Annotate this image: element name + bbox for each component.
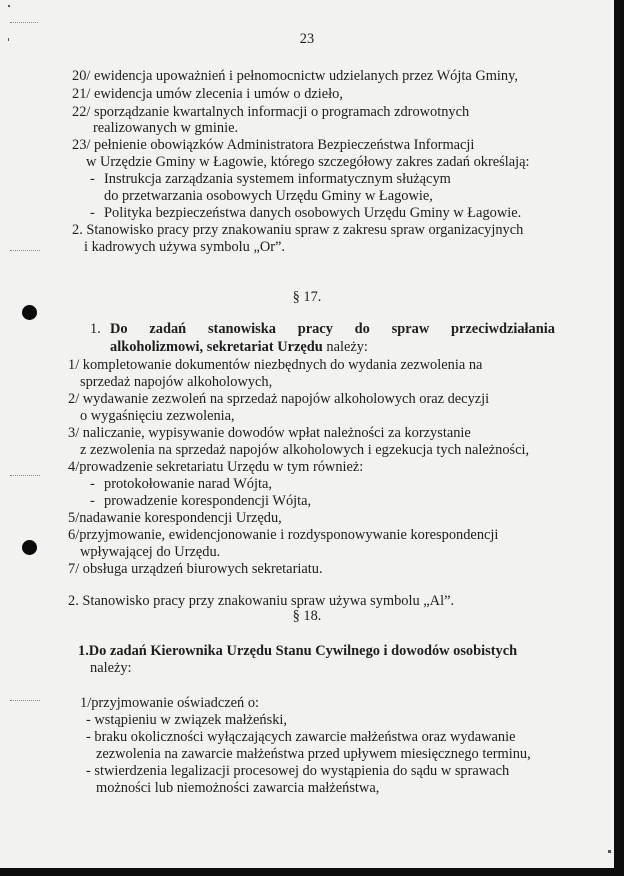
list-item: 22/ sporządzanie kwartalnych informacji o programach zdrowotnych — [72, 104, 470, 120]
sub-item-dash: - — [90, 171, 95, 187]
sub-item: - wstąpieniu w związek małżeński, — [86, 712, 287, 728]
section-heading-18: § 18. — [292, 608, 322, 624]
list-item: 23/ pełnienie obowiązków Administratora Bezpieczeństwa Informacji — [72, 137, 475, 153]
list-item: 20/ ewidencja upoważnień i pełnomocnictw udzielanych przez Wójta Gminy, — [72, 68, 518, 84]
list-item: 2/ wydawanie zezwoleń na sprzedaż napojów alkoholowych oraz decyzji — [68, 391, 490, 407]
list-item-cont: realizowanych w gminie. — [93, 120, 239, 136]
list-item: 6/przyjmowanie, ewidencjonowanie i rozdysponowywanie korespondencji — [68, 527, 499, 543]
margin-dots — [10, 475, 40, 477]
punch-hole-icon — [22, 540, 37, 555]
scan-speck — [8, 5, 10, 7]
point-2: 2. Stanowisko pracy przy znakowaniu spraw używa symbolu „Al”. — [68, 593, 455, 609]
page-number: 23 — [299, 31, 315, 47]
sub-item-cont: do przetwarzania osobowych Urzędu Gminy w Łagowie, — [104, 188, 433, 204]
list-item: 7/ obsługa urządzeń biurowych sekretariatu. — [68, 561, 323, 577]
margin-dots — [10, 22, 38, 24]
list-item: 5/nadawanie korespondencji Urzędu, — [68, 510, 282, 526]
sub-item-dash: - — [90, 476, 95, 492]
margin-dots — [10, 250, 40, 252]
scan-speck — [608, 850, 611, 853]
sub-item: Instrukcja zarządzania systemem informatycznym służącym — [104, 171, 451, 187]
point-2: 2. Stanowisko pracy przy znakowaniu spraw z zakresu spraw organizacyjnych — [72, 222, 524, 238]
list-item: 3/ naliczanie, wypisywanie dowodów wpłat należności za korzystanie — [68, 425, 471, 441]
point-1-heading: 1.Do zadań Kierownika Urzędu Stanu Cywilnego i dowodów osobistych — [78, 643, 518, 659]
list-item: 1/ kompletowanie dokumentów niezbędnych do wydania zezwolenia na — [68, 357, 483, 373]
sub-item: protokołowanie narad Wójta, — [104, 476, 272, 492]
list-item: 4/prowadzenie sekretariatu Urzędu w tym również: — [68, 459, 364, 475]
sub-item-dash: - — [90, 493, 95, 509]
sub-item-dash: - — [90, 205, 95, 221]
list-item: 1/przyjmowanie oświadczeń o: — [80, 695, 260, 711]
list-item: 21/ ewidencja umów zlecenia i umów o dzieło, — [72, 86, 343, 102]
point-2-cont: i kadrowych używa symbolu „Or”. — [84, 239, 286, 255]
point-1-heading: Do zadań stanowiska pracy do spraw przeciwdziałania — [110, 321, 555, 337]
point-1-heading-cont: alkoholizmowi, sekretariat Urzędu należy: — [110, 339, 368, 355]
sub-item-cont: zezwolenia na zawarcie małżeństwa przed upływem miesięcznego terminu, — [96, 746, 531, 762]
list-item-cont: sprzedaż napojów alkoholowych, — [80, 374, 273, 390]
margin-dots — [10, 700, 40, 702]
sub-item-cont: możności lub niemożności zawarcia małżeństwa, — [96, 780, 380, 796]
sub-item: Polityka bezpieczeństwa danych osobowych Urzędu Gminy w Łagowie. — [104, 205, 522, 221]
punch-hole-icon — [22, 305, 37, 320]
list-item-cont: wpływającej do Urzędu. — [80, 544, 221, 560]
list-item-cont: w Urzędzie Gminy w Łagowie, którego szczegółowy zakres zadań określają: — [86, 154, 530, 170]
sub-item: - braku okoliczności wyłączających zawarcie małżeństwa oraz wydawanie — [86, 729, 516, 745]
sub-item: - stwierdzenia legalizacji procesowej do wystąpienia do sądu w sprawach — [86, 763, 510, 779]
list-item-cont: z zezwolenia na sprzedaż napojów alkoholowych i egzekucja tych należności, — [80, 442, 530, 458]
sub-item: prowadzenie korespondencji Wójta, — [104, 493, 312, 509]
point-1-heading-cont: należy: — [90, 660, 132, 676]
point-1-num: 1. — [90, 321, 101, 337]
section-heading-17: § 17. — [292, 289, 322, 305]
list-item-cont: o wygaśnięciu zezwolenia, — [80, 408, 235, 424]
